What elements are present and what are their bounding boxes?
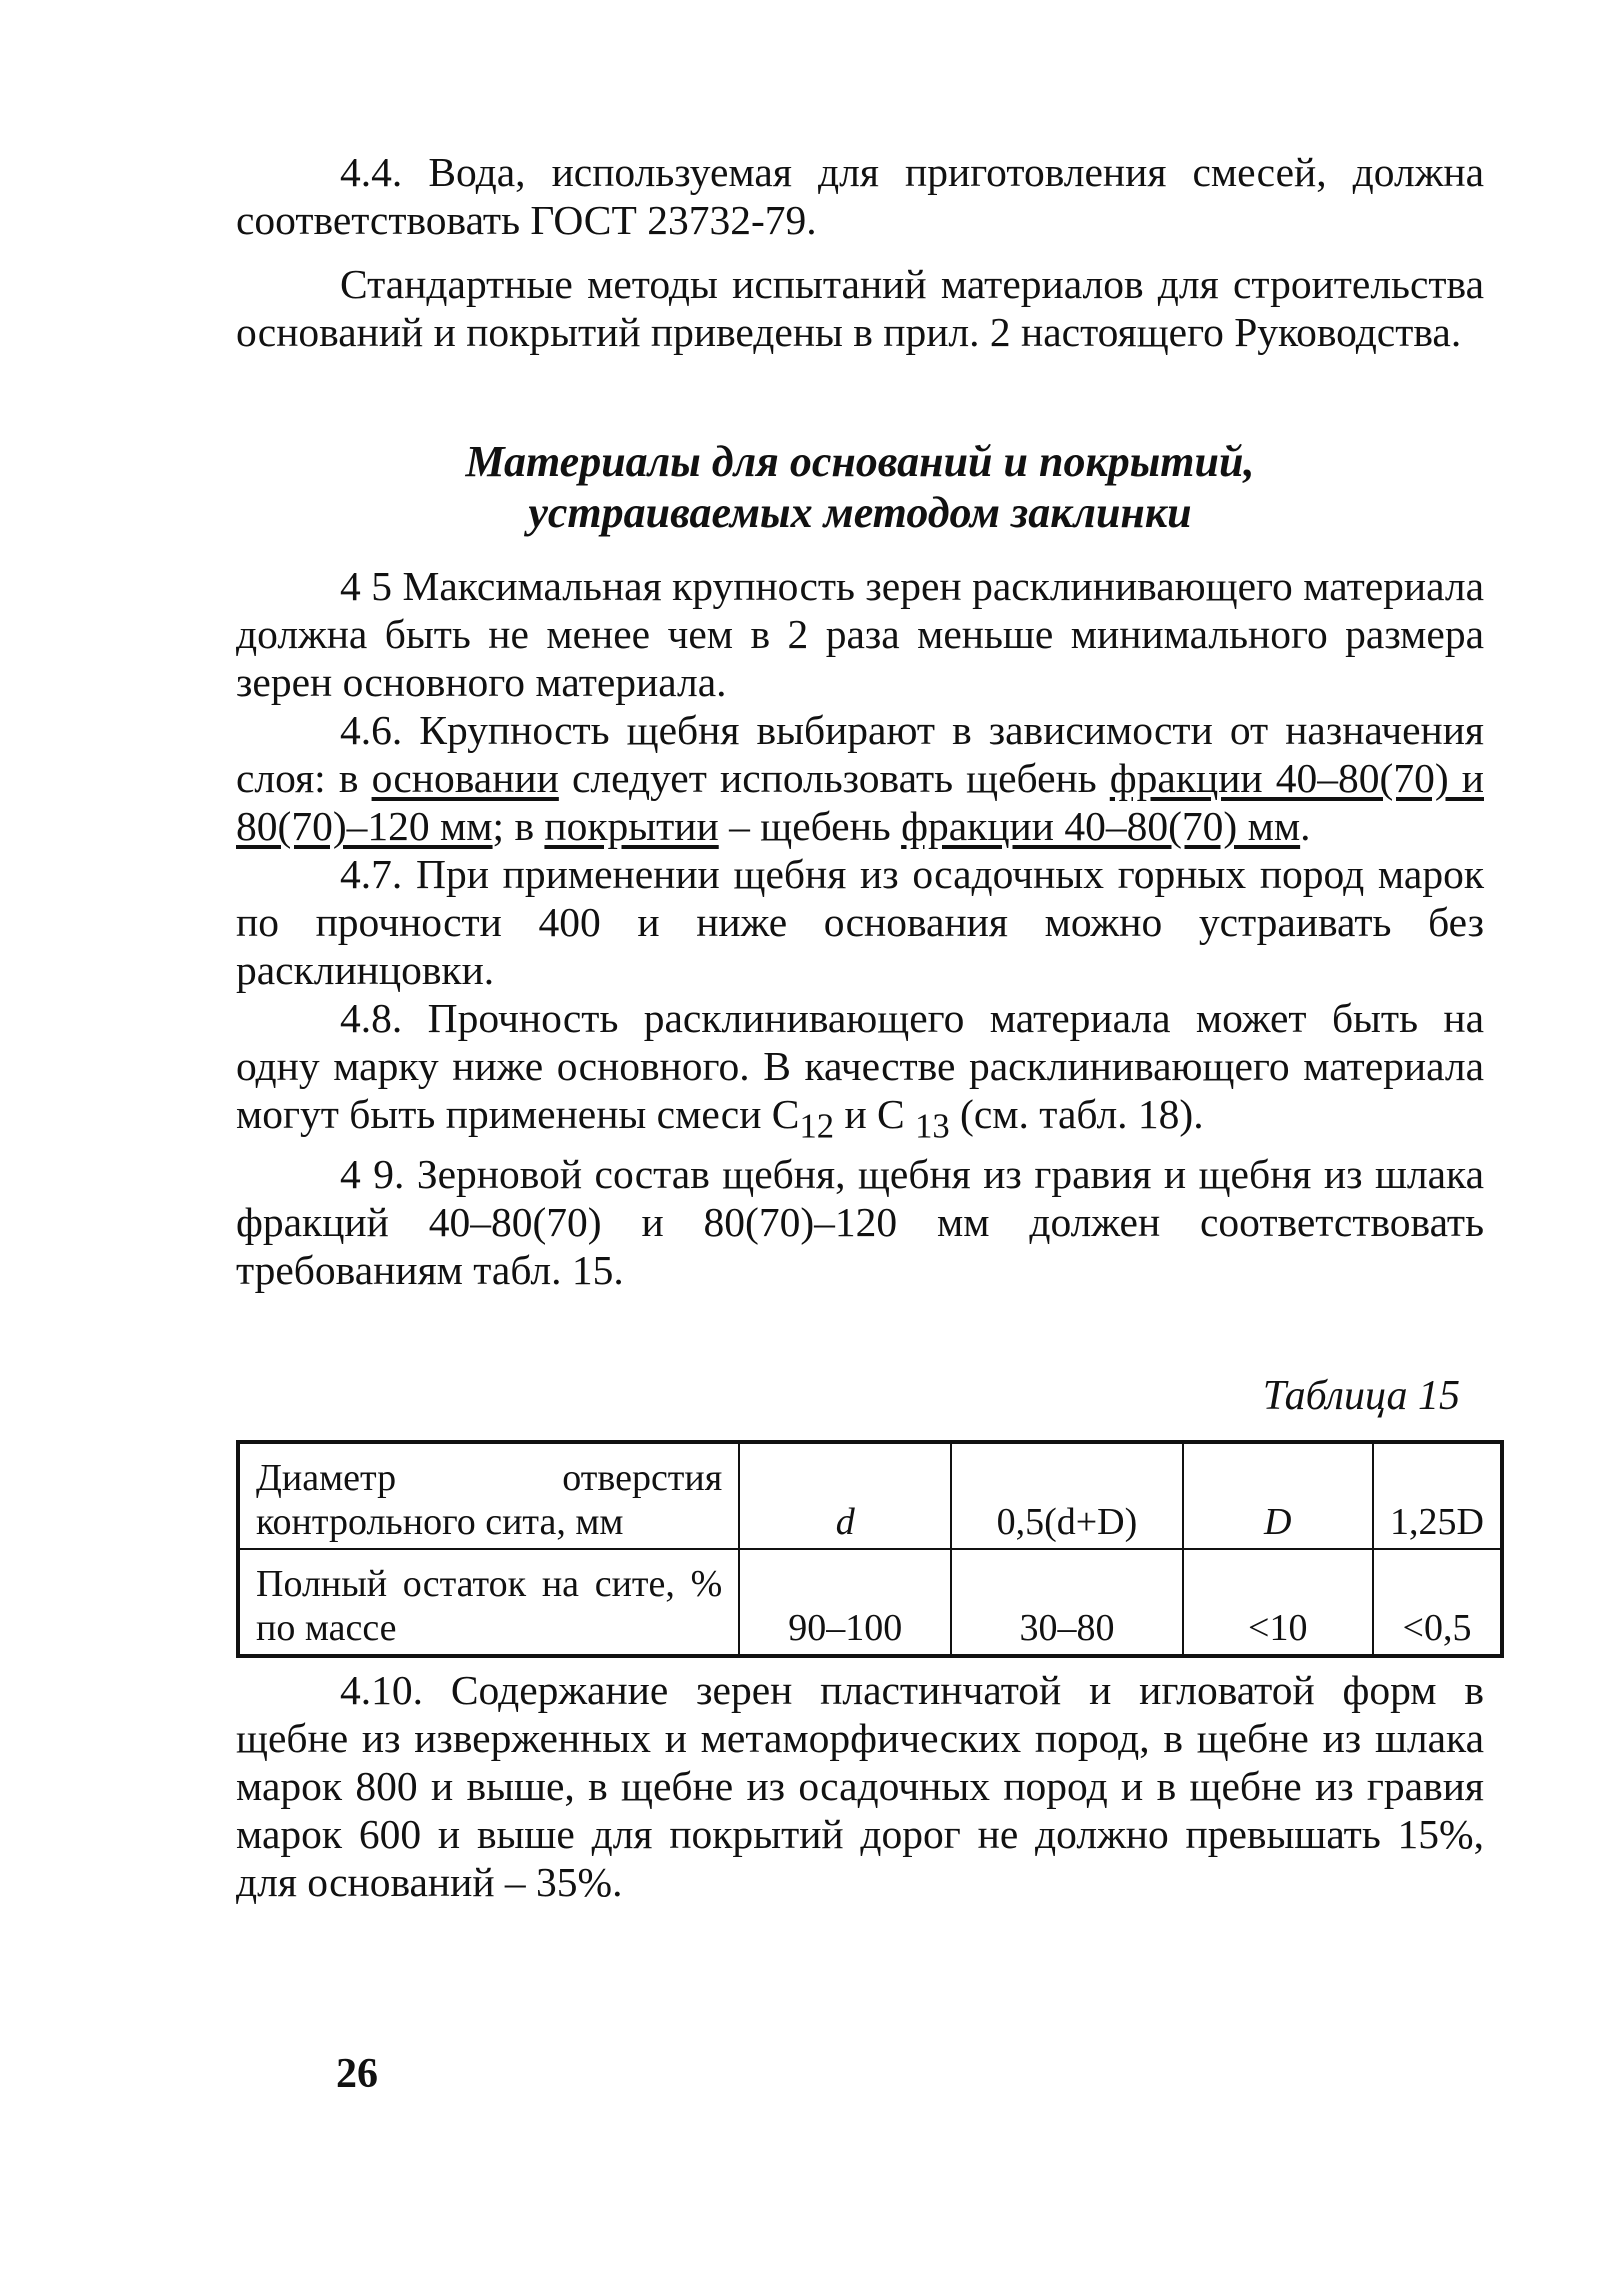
paragraph-4-8: 4.8. Прочность расклинивающего материала может быть на одну марку ниже основного. В качестве расклинивающего материала могут быть применены смеси $С_{12}$ и С $_{13}$ (см. табл. 18).: [236, 995, 1484, 1146]
page-number: 26: [336, 2051, 378, 2097]
table-caption: Таблица 15: [1262, 1373, 1460, 1419]
paragraph-4-6: 4.6. Крупность щебня выбирают в зависимости от назначения слоя: в основании следует использовать щебень фракции 40–80(70) и 80(70)–120 мм; в покрытии – щебень фракции 40–80(70) мм.: [236, 707, 1484, 849]
table-cell: <0,5: [1373, 1549, 1502, 1656]
paragraph-4-5: 4 5 Максимальная крупность зерен расклинивающего материала должна быть не менее чем в 2 раза меньше минимального размера зерен основного материала.: [236, 563, 1484, 705]
table-cell: 0,5(d+D): [951, 1442, 1182, 1549]
table-cell: D: [1183, 1442, 1374, 1549]
row-header-sieve-diameter: Диаметр отверстия контрольного сита, мм: [238, 1442, 739, 1549]
table-row: [238, 1442, 1502, 1549]
section-heading-line2: устраиваемых методом заклинки: [528, 488, 1192, 537]
table-cell: <10: [1183, 1549, 1374, 1656]
final-block: [236, 1666, 1484, 1906]
paragraph-test-methods: Стандартные методы испытаний материалов для строительства оснований и покрытий приведены в прил. 2 настоящего Руководства.: [236, 261, 1484, 355]
intro-block: [236, 148, 1484, 356]
paragraph-4-9: 4 9. Зерновой состав щебня, щебня из гравия и щебня из шлака фракций 40–80(70) и 80(70)–120 мм должен соответствовать требованиям табл. 15.: [236, 1151, 1484, 1294]
section-heading-line1: Материалы для оснований и покрытий,: [465, 437, 1255, 486]
paragraph-4-7: 4.7. При применении щебня из осадочных горных пород марок по прочности 400 и ниже основания можно устраивать без расклинцовки.: [236, 851, 1484, 993]
table-cell: 1,25D: [1373, 1442, 1502, 1549]
table-cell: 30–80: [951, 1549, 1182, 1656]
paragraph-4-10: 4.10. Содержание зерен пластинчатой и игловатой форм в щебне из изверженных и метаморфических пород, в щебне из шлака марок 800 и выше, в щебне из осадочных пород и в щебне из гравия марок 600 и выше для покрытий дорог не должно превышать 15%, для оснований – 35%.: [236, 1667, 1484, 1905]
underline-osnovanii: основании: [371, 755, 559, 801]
section-heading: [236, 436, 1484, 538]
underline-fraction-cover: фракции 40–80(70) мм: [901, 803, 1301, 849]
paragraph-4-4: 4.4. Вода, используемая для приготовления смесей, должна соответствовать ГОСТ 23732-79.: [236, 149, 1484, 243]
table-row: [238, 1549, 1502, 1656]
row-header-residue: Полный остаток на сите, % по массе: [238, 1549, 739, 1656]
underline-fraction-base: фракции 40–80(70) и 80(70)–120 мм: [236, 755, 1484, 849]
table-15: [236, 1440, 1504, 1658]
table-cell: d: [739, 1442, 951, 1549]
table-cell: 90–100: [739, 1549, 951, 1656]
body-block: [236, 562, 1484, 1294]
underline-pokrytii: покрытии: [544, 803, 719, 849]
